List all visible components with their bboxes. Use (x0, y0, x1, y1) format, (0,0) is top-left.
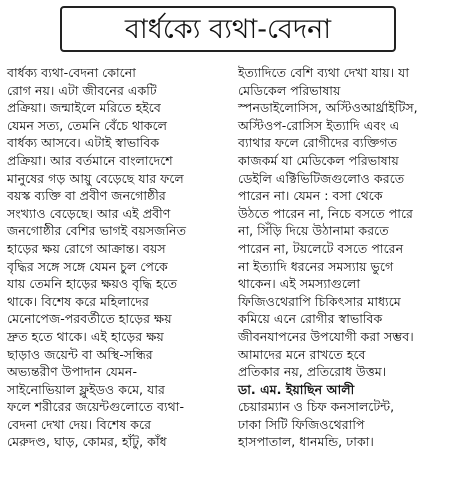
author-title-line: চেয়ারম্যান ও চিফ কনসালটেন্ট, (238, 399, 395, 415)
body-line: হাড়ের ক্ষয় রোগে আক্রান্ত। বয়স (7, 240, 166, 256)
body-line: থাকে। বিশেষ করে মহিলাদের (7, 293, 149, 309)
body-line: যেমন সত্য, তেমনি বেঁচে থাকলে (7, 117, 168, 133)
body-line: পারেন না, টয়লেটে বসতে পারেন (238, 240, 404, 256)
body-line: বার্ধক্য ব্যথা-বেদনা কোনো (7, 65, 136, 80)
body-line: কমিয়ে এনে রোগীর স্বাভাবিক (238, 311, 383, 327)
body-line: পারেন না। যেমন : বসা থেকে (238, 188, 383, 204)
body-line: কাজকর্ম যা মেডিকেল পরিভাষায় (238, 152, 399, 168)
author-name: ডা. এম. ইয়াছিন আলী (238, 381, 355, 397)
body-line: জীবনযাপনের উপযোগী করা সম্ভব। (238, 328, 414, 344)
body-line: প্রক্রিয়া। জন্মাইলে মরিতে হইবে (7, 100, 161, 116)
body-line: প্রতিকার নয়, প্রতিরোধ উত্তম। (238, 364, 387, 380)
body-line: না ইত্যাদি ধরনের সমস্যায় ভুগে (238, 258, 394, 274)
body-line: না, সিঁড়ি দিয়ে উঠানামা করতে (238, 223, 389, 239)
body-line: স্পনডাইলোসিস, অস্টিওআর্থ্রাইটিস, (238, 100, 418, 116)
author-title-line: হাসপাতাল, ধানমন্ডি, ঢাকা। (238, 434, 374, 450)
title-box (60, 6, 396, 52)
body-line: বয়স্ক ব্যক্তি বা প্রবীণ জনগোষ্ঠীর (7, 188, 166, 204)
author-title-line: ঢাকা সিটি ফিজিওথেরাপি (238, 416, 365, 432)
body-line: বার্ধক্য আসবে। এটাই স্বাভাবিক (7, 135, 160, 151)
body-line: অস্টিওপ-রোসিস ইত্যাদি এবং এ (238, 117, 400, 133)
body-line: ছাড়াও জয়েন্ট বা অস্থি-সন্ধির (7, 346, 153, 362)
body-line: মেনোপেজ-পরবর্তীতে হাড়ের ক্ষয় (7, 311, 172, 327)
body-line: সাইনোভিয়াল ফ্লুইডও কমে, যার (7, 381, 165, 397)
body-line: মেরুদণ্ড, ঘাড়, কোমর, হাঁটু, কাঁধ (7, 434, 167, 450)
body-line: প্রক্রিয়া। আর বর্তমানে বাংলাদেশে (7, 152, 173, 168)
body-line: অভ্যন্তরীণ উপাদান যেমন- (7, 364, 137, 380)
body-line: বৃদ্ধির সঙ্গে সঙ্গে যেমন চুল পেকে (7, 258, 168, 274)
right-column (238, 64, 456, 451)
body-line: ইত্যাদিতে বেশি ব্যথা দেখা যায়। যা (238, 65, 410, 80)
body-line: জনগোষ্ঠীর বেশির ভাগই বয়সজনিত (7, 223, 187, 239)
body-line: থাকেন। এই সমস্যাগুলো (238, 276, 361, 292)
body-line: ফিজিওথেরাপি চিকিৎসার মাধ্যমে (238, 293, 401, 309)
article-title: বার্ধক্যে ব্যথা-বেদনা (124, 13, 332, 45)
body-line: সংখ্যাও বেড়েছে। আর এই প্রবীণ (7, 205, 171, 221)
body-line: ডেইলি এক্টিভিটিজগুলোও করতে (238, 170, 405, 186)
body-line: মেডিকেল পরিভাষায় (238, 82, 341, 98)
body-line: মানুষের গড় আয়ু বেড়েছে যার ফলে (7, 170, 184, 186)
body-line: রোগ নয়। এটা জীবনের একটি (7, 82, 157, 98)
body-line: বেদনা দেখা দেয়। বিশেষ করে (7, 416, 152, 432)
body-line: দ্রুত হতে থাকে। এই হাড়ের ক্ষয় (7, 328, 164, 344)
body-line: ফলে শরীরের জয়েন্টগুলোতে ব্যথা- (7, 399, 184, 415)
body-line: ব্যাথার ফলে রোগীদের ব্যক্তিগত (238, 135, 398, 151)
body-line: উঠতে পারেন না, নিচে বসতে পারে (238, 205, 413, 221)
body-line: আমাদের মনে রাখতে হবে (238, 346, 366, 362)
left-column (7, 64, 225, 451)
body-line: যায় তেমনি হাড়ের ক্ষয়ও বৃদ্ধি হতে (7, 276, 178, 292)
